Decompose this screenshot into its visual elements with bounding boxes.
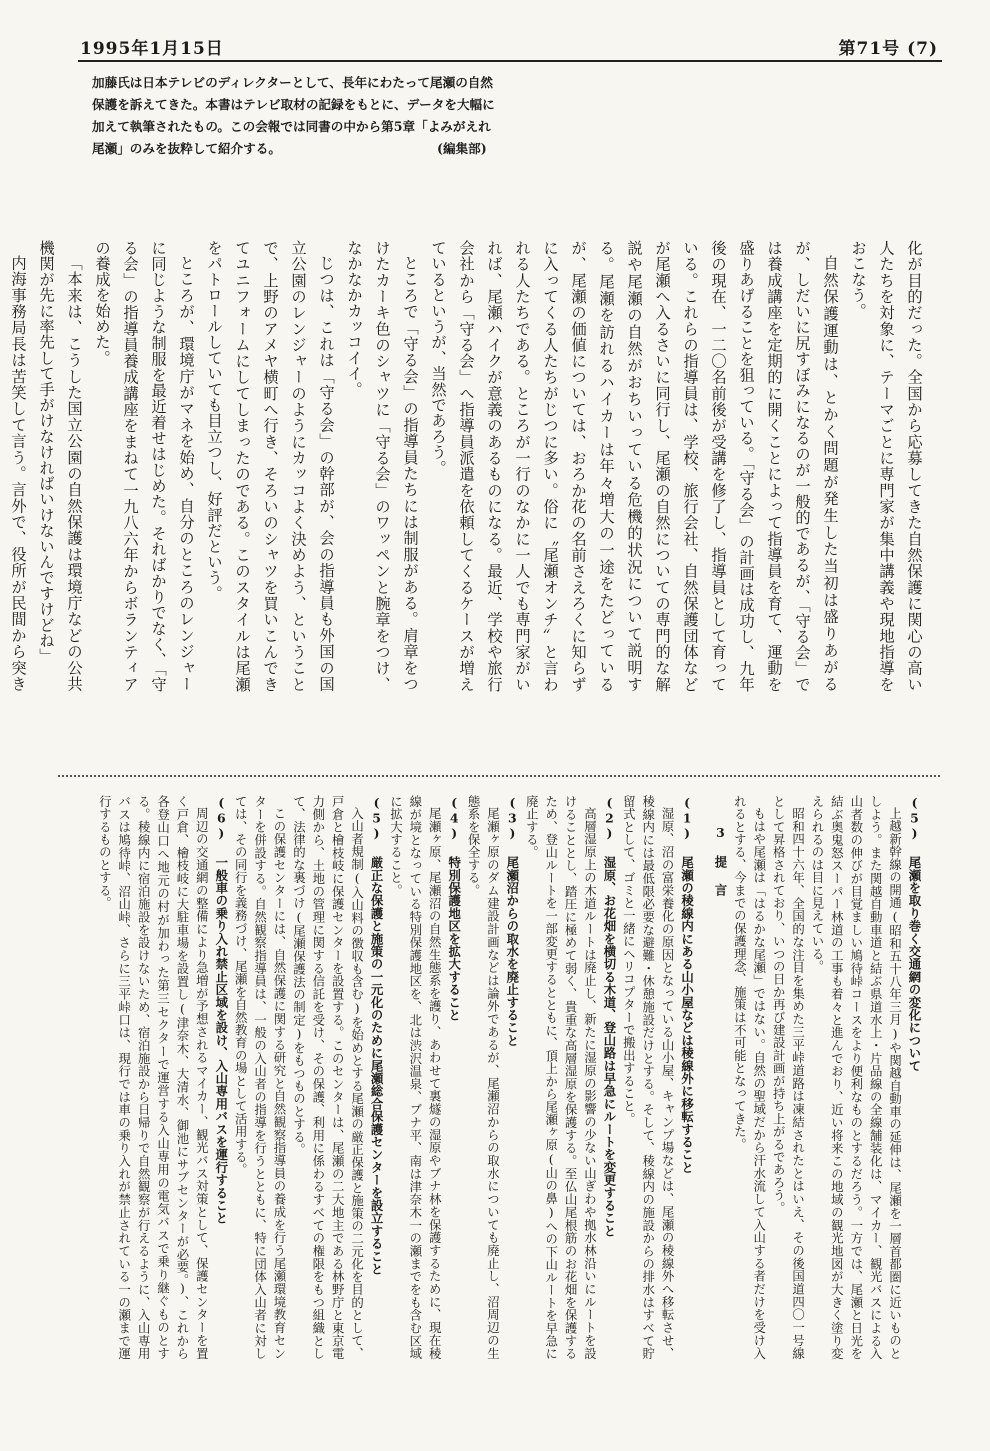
proposal-heading: (3) 尾瀬沼からの取水を廃止すること [504,795,520,1047]
section-divider [58,775,940,777]
proposal-body: 湿原、沼の富栄養化の原因となっている山小屋、キャンプ場などは、尾瀬の稜線外へ移転させ、稜線内には最低限必要な避難・休憩施設だけとする。そして、稜線内の施設からの排水はすべて貯留式として、ゴミと一緒にヘリコプターで搬出すること。 [621,795,676,1360]
proposal-body: 尾瀬ヶ原のダム建設計画などは論外であるが、尾瀬沼からの取水についても廃止し、沼周辺の生態系を保全する。 [466,795,501,1360]
article-paragraph: じつは、これは「守る会」の幹部が、会の指導員も外国の国立公園のレンジャーのようにカッコよく決めよう、ということで、上野のアメヤ横町へ行き、そろいのシャツを買いこんできてユニフォームにしてしまったのである。このスタイルは尾瀬をパトロールしていても目立つし、好評だという。 [205,240,335,692]
proposal-heading: (2) 湿原、お花畑を横切る木道、登山路は早急にルートを変更すること [601,795,617,1238]
section-body: 昭和四十六年、全国的な注目を集めた三平峠道路は凍結されたとはいえ、その後国道四〇一号線として昇格されており、いつの日か再び建設計画が持ち上がるであろう。 [771,795,806,1360]
article-paragraph: 「本来は、こうした国立公園の自然保護は環境庁などの公共機関が先に率先して手がけなければいけないんですけどね」 [37,240,83,692]
article-paragraph: ところで「守る会」の指導員たちには制服がある。肩章をつけたカーキ色のシャツに「守る会」のワッペンと腕章をつけ、なかなかカッコイイ。 [345,240,419,692]
proposal-body: 入山者規制(入山料の徴収も含む)を始めとする尾瀬の厳正保護と施策の二元化を目的として、戸倉と檜枝岐に保護センターを設置する。このセンターは、尾瀬の二大地主である林野庁と東京電力側から、土地の管理に関する信託を受け、その保護、利用に係わるすべての権限をもつ組織として、法律的な裏づけ(尾瀬保護法の制定)をもつものとする。 [291,795,365,1360]
article-paragraph: ところが、環境庁がマネを始め、自分のところのレンジャーに同じような制服を最近着せはじめた。そればかりでなく、「守る会」の指導員養成講座をまねて一九八六年からボランティアの養成を始めた。 [93,240,195,692]
editor-tag: (編集部) [437,141,487,156]
proposal-body: 周辺の交通網の整備により急増が予想されるマイカー、観光バス対策として、保護センターを置く戸倉、檜枝岐に大駐車場を設置し(津奈木、大清水、御池にサブセンターが必要。)、これから各登山口へ地元の村が加わった第三セクターで運営する入山専用の電気バスで乗り継ぐものとする。稜線内に宿泊施設を設けないため、宿泊施設から日帰りで自然観察が行えるように、入山専用バスは鳩待峠、沼山峠、さらに三平峠口は、現行では車の乗り入れが禁止されている一の瀬まで運行するものとする。 [97,795,210,1360]
article-paragraph: 化が目的だった。全国から応募してきた自然保護に関心の高い人たちを対象に、テーマごとに専門家が集中講義や現地指導をおこなう。 [849,240,923,692]
section-body: もはや尾瀬は「はるかな尾瀬」ではない。自然の聖域だから汗水流して入山する者だけを受け入れるとする、今までの保護理念、施策は不可能となってきた。 [732,795,767,1360]
article-paragraph: 自然保護運動は、とかく問題が発生した当初は盛りあがるが、しだいに尻すぼみになるのが一般的であるが、「守る会」では養成講座を定期的に開くことによって指導員を育て、運動を盛りあげることを狙っている。「守る会」の計画は成功し、九年後の現在、一二〇名前後が受講を修了し、指導員として育っている。これらの指導員は、学校、旅行会社、自然保護団体などが尾瀬へ入るさいに同行し、尾瀬の自然についての専門的な解説や尾瀬の自然がおちいっている危機的状況について説明する。尾瀬を訪れるハイカーは年々増大の一途をたどっているが、尾瀬の価値については、おろか花の名前さえろくに知らずに入ってくる人たちがじつに多い。俗に〝尾瀬オンチ〟と言われる人たちである。ところが一行のなかに一人でも専門家がいれば、尾瀬ハイクが意義のあるものになる。最近、学校や旅行会社から「守る会」へ指導員派遣を依頼してくるケースが増えているというが、当然であろう。 [429,240,839,692]
article-continuation [9,240,928,692]
proposal-heading: (5) 厳正な保護と施策の一元化のために尾瀬総合保護センターを設立すること [369,795,385,1276]
proposal-title: 3 提 言 [712,825,728,897]
proposal-body: 尾瀬ヶ原、尾瀬沼の自然生態系を護り、あわせて裏燧の湿原やブナ林を保護するために、現在稜線が境となっている特別保護地区を、北は渋沢温泉、ブナ平、南は津奈木一の瀬までをも含む区域に拡大すること。 [388,795,443,1360]
proposal-heading: (6) 一般車の乗り入れ禁止区域を設け、入山専用バスを運行すること [213,795,229,1225]
proposal-heading: (1) 尾瀬の稜線内にある山小屋などは稜線外に移転すること [679,795,695,1174]
proposal-body: この保護センターには、自然保護に関する研究と自然観察指導員の養成を行う尾瀬環境教育センターを併設する。自然観察指導員は、一般の入山者の指導を行うとともに、特に団体入山者に対しては、その同行を義務づけ、尾瀬を自然教育の場として活用する。 [233,795,287,1360]
editor-intro: 加藤氏は日本テレビのディレクターとして、長年にわたって尾瀬の自然保護を訴えてきた。本書はテレビ取材の記録をもとに、データを大幅に加えて執筆されたもの。この会報では同書の中から第5章「よみがえれ尾瀬」のみを抜粋して紹介する。 [92,75,495,156]
issue-number: 第71号 (7) [838,39,938,59]
article-paragraph: 内海事務局長は苦笑して言う。言外で、役所が民間から突き [9,255,27,692]
section-body: 上越新幹線の開通(昭和五十八年三月)や関越自動車の延伸は、尾瀬を一層首都圏に近いものとしよう。また関越自動車道と結ぶ県道水上・片品線の全線舗装化は、マイカー、観光バスによる入山者数の伸びが目覚ましい鳩待峠コースをより便利なものとするだろう。一方では、尾瀬と日光を結ぶ奥鬼怒スーパー林道の工事も着々と進んでおり、近い将来この地域の観光地図が大きく塗り変えられるのは目に見えている。 [809,795,903,1360]
issue-date: 1995年1月15日 [80,39,224,59]
proposal-body: 高層湿原上の木道ルートは廃止し、新たに湿原の影響の少ない山ぎわや拠水林沿いにルートを設けることとし、踏圧に極めて弱く、貴重な高層湿原を保護する。至仏山尾根筋のお花畑を保護するため、登山ルートを一部変更するとともに、頂上から尾瀬ヶ原(山の鼻)への下山ルートを早急に廃止する。 [524,795,598,1360]
section-heading: (5) 尾瀬を取り巻く交通網の変化について [907,795,922,1073]
proposal-section [44,795,924,1360]
print-through-shadow [520,150,920,220]
header-rule [78,60,942,62]
proposal-heading: (4) 特別保護地区を拡大すること [446,795,462,1022]
